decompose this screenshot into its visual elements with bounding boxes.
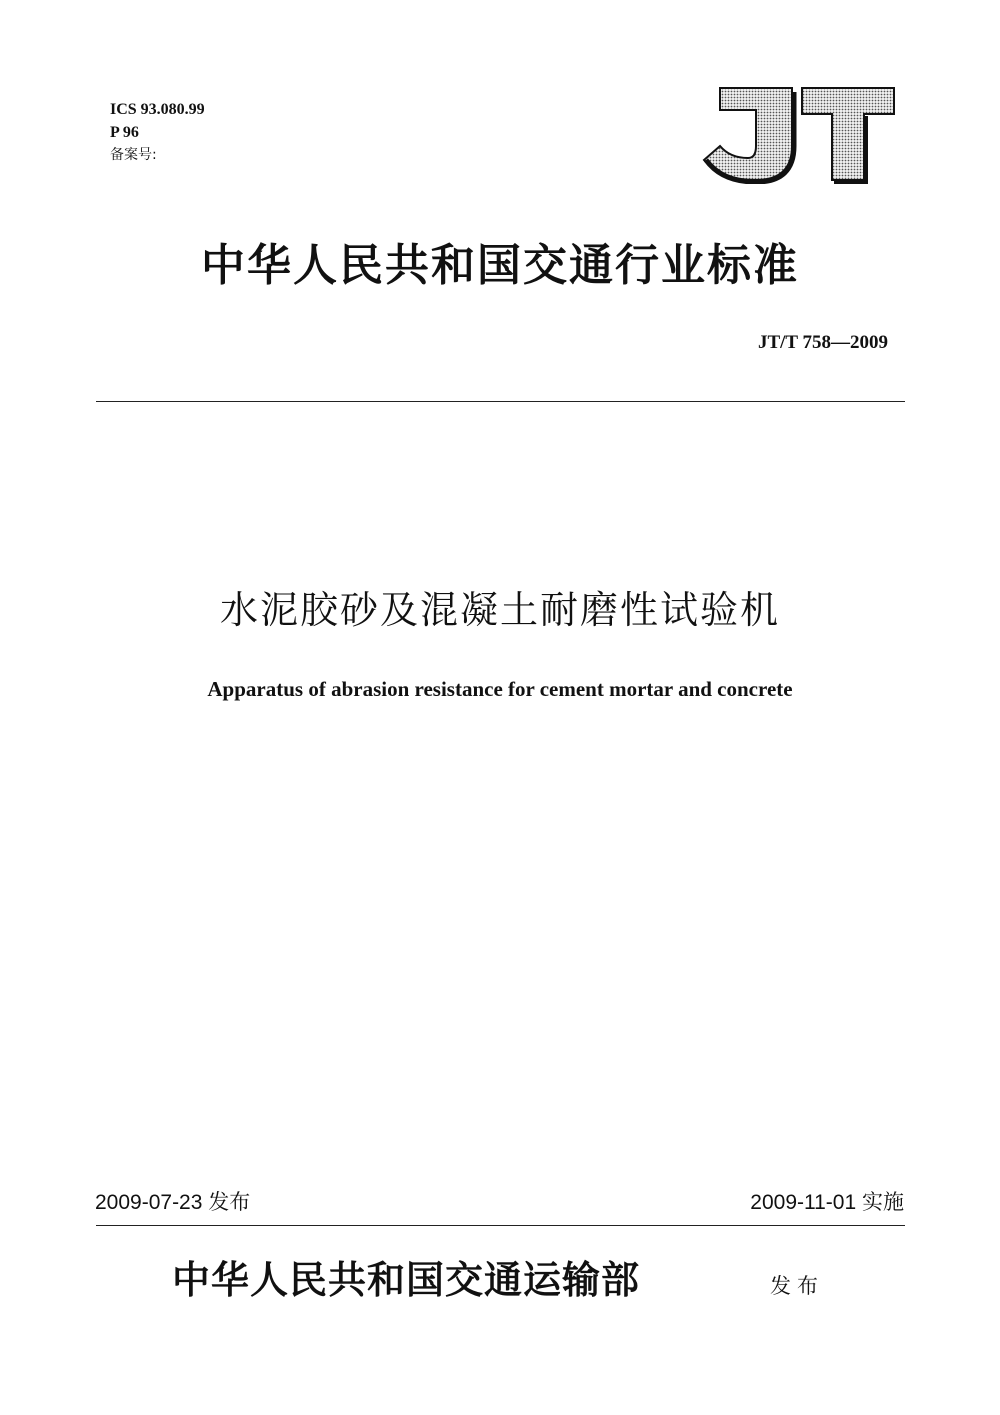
top-divider (96, 401, 905, 402)
publisher-action: 发布 (770, 1274, 824, 1298)
issue-date: 2009-07-23 发布 (95, 1191, 251, 1214)
jt-logo (700, 84, 896, 184)
document-title-chinese: 水泥胶砂及混凝土耐磨性试验机 (219, 588, 780, 632)
standard-category-title: 中华人民共和国交通行业标准 (201, 240, 799, 291)
standard-code: JT/T 758—2009 (757, 332, 888, 353)
filing-number-label: 备案号: (110, 147, 157, 163)
classification-block (110, 98, 205, 167)
document-title-english: Apparatus of abrasion resistance for cement mortar and concrete (207, 677, 793, 701)
ccs-code: P 96 (110, 124, 139, 141)
implementation-date: 2009-11-01 实施 (750, 1191, 904, 1214)
publisher-name: 中华人民共和国交通运输部 (172, 1257, 641, 1302)
ics-code: ICS 93.080.99 (110, 101, 205, 118)
bottom-divider (96, 1225, 905, 1226)
